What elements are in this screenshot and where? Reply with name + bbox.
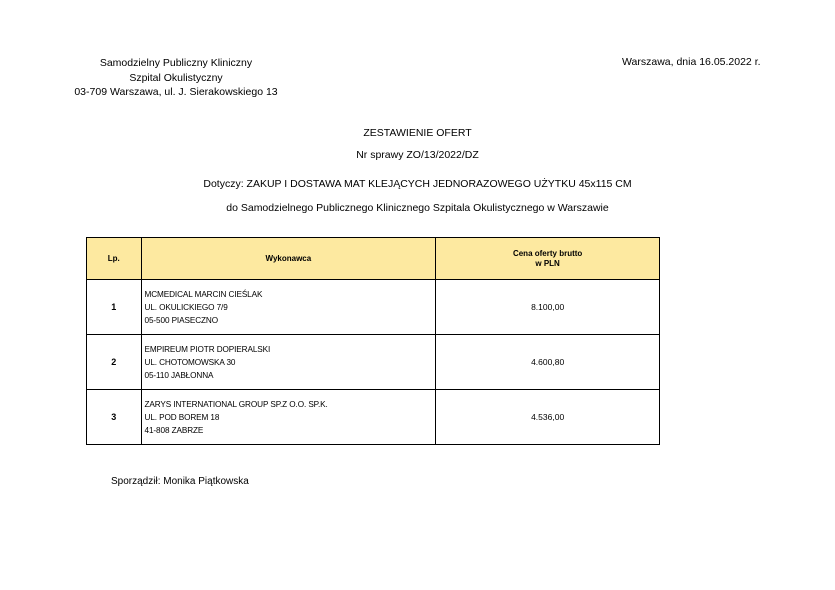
contractor-city: 41-808 ZABRZE bbox=[144, 425, 204, 435]
header-lp: Lp. bbox=[87, 238, 142, 280]
header-contractor: Wykonawca bbox=[141, 238, 436, 280]
contractor-street: UL. OKULICKIEGO 7/9 bbox=[144, 302, 228, 312]
contractor-name: MCMEDICAL MARCIN CIEŚLAK bbox=[144, 289, 263, 299]
institution-header bbox=[56, 56, 296, 100]
contractor-street: UL. CHOTOMOWSKA 30 bbox=[144, 357, 236, 367]
header-price-line1: Cena oferty brutto bbox=[512, 248, 583, 258]
contractor-name: EMPIREUM PIOTR DOPIERALSKI bbox=[144, 344, 271, 354]
row-contractor bbox=[141, 390, 436, 445]
row-price: 4.536,00 bbox=[436, 390, 660, 445]
row-price: 4.600,80 bbox=[436, 335, 660, 390]
contractor-city: 05-110 JABŁONNA bbox=[144, 370, 214, 380]
offers-table bbox=[86, 237, 660, 445]
table-row bbox=[87, 335, 660, 390]
row-price: 8.100,00 bbox=[436, 280, 660, 335]
header-price-line2: w PLN bbox=[535, 258, 560, 268]
contractor-city: 05-500 PIASECZNO bbox=[144, 315, 218, 325]
row-lp: 1 bbox=[87, 280, 142, 335]
header-price bbox=[436, 238, 660, 280]
place-date: Warszawa, dnia 16.05.2022 r. bbox=[622, 56, 761, 68]
document-title: ZESTAWIENIE OFERT bbox=[363, 127, 472, 139]
contractor-name: ZARYS INTERNATIONAL GROUP SP.Z O.O. SP.K. bbox=[144, 399, 328, 409]
institution-address: 03-709 Warszawa, ul. J. Sierakowskiego 13 bbox=[74, 86, 278, 98]
table-row bbox=[87, 390, 660, 445]
institution-name: Samodzielny Publiczny Kliniczny bbox=[99, 57, 253, 69]
prepared-by: Sporządził: Monika Piątkowska bbox=[111, 476, 249, 487]
subject-line-2: do Samodzielnego Publicznego Klinicznego Szpitala Okulistycznego w Warszawie bbox=[226, 202, 609, 214]
row-contractor bbox=[141, 335, 436, 390]
row-lp: 3 bbox=[87, 390, 142, 445]
table-row bbox=[87, 280, 660, 335]
contractor-street: UL. POD BOREM 18 bbox=[144, 412, 220, 422]
table-header-row bbox=[87, 238, 660, 280]
subject-line-1: Dotyczy: ZAKUP I DOSTAWA MAT KLEJĄCYCH JEDNORAZOWEGO UŻYTKU 45x115 CM bbox=[203, 178, 632, 190]
institution-unit: Szpital Okulistyczny bbox=[129, 71, 223, 84]
row-contractor bbox=[141, 280, 436, 335]
case-number: Nr sprawy ZO/13/2022/DZ bbox=[356, 149, 479, 161]
row-lp: 2 bbox=[87, 335, 142, 390]
